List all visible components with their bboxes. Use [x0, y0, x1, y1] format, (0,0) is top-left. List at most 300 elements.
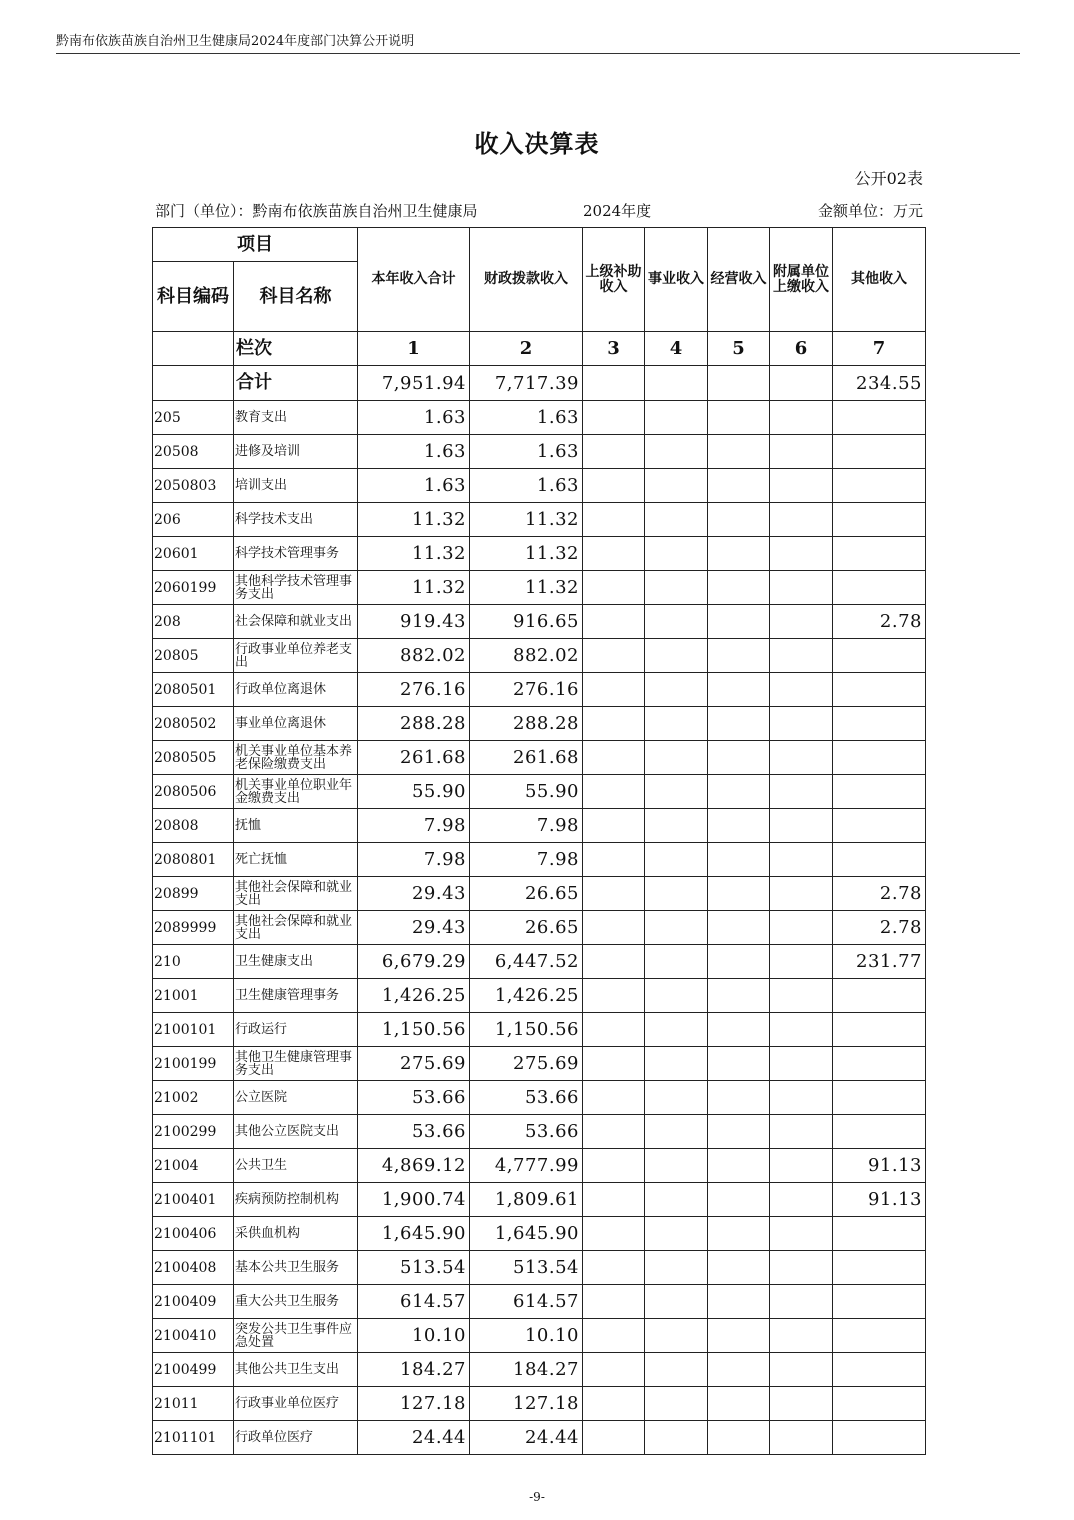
total-income: 1.63	[358, 469, 470, 503]
operating-income	[708, 945, 770, 979]
table-row	[153, 401, 926, 435]
table-row	[153, 809, 926, 843]
superior-subsidy	[583, 945, 645, 979]
affiliated-income	[770, 1251, 833, 1285]
subject-name: 行政单位医疗	[234, 1421, 358, 1455]
subject-name: 卫生健康管理事务	[234, 979, 358, 1013]
subject-code: 20805	[153, 639, 234, 673]
fiscal-income: 288.28	[470, 707, 583, 741]
total-income: 11.32	[358, 503, 470, 537]
total-income: 7.98	[358, 809, 470, 843]
header-divider	[56, 53, 1020, 54]
superior-subsidy	[583, 843, 645, 877]
total-income: 882.02	[358, 639, 470, 673]
subject-code: 2100409	[153, 1285, 234, 1319]
superior-subsidy	[583, 809, 645, 843]
subject-name: 社会保障和就业支出	[234, 605, 358, 639]
fiscal-income: 11.32	[470, 537, 583, 571]
fiscal-income: 53.66	[470, 1115, 583, 1149]
total-income: 275.69	[358, 1047, 470, 1081]
subject-code: 2080501	[153, 673, 234, 707]
superior-subsidy	[583, 911, 645, 945]
other-income	[833, 1387, 926, 1421]
subject-code: 2101101	[153, 1421, 234, 1455]
subject-name: 机关事业单位基本养老保险缴费支出	[234, 741, 358, 775]
superior-subsidy	[583, 741, 645, 775]
business-income	[645, 537, 708, 571]
table-row	[153, 1353, 926, 1387]
table-row	[153, 1149, 926, 1183]
row-label-header: 栏次	[234, 332, 358, 366]
table-row	[153, 1217, 926, 1251]
other-income	[833, 639, 926, 673]
total-income: 1,645.90	[358, 1217, 470, 1251]
subject-name: 科学技术支出	[234, 503, 358, 537]
total-income: 55.90	[358, 775, 470, 809]
subject-code: 20601	[153, 537, 234, 571]
superior-subsidy	[583, 401, 645, 435]
business-income	[645, 1285, 708, 1319]
other-income	[833, 979, 926, 1013]
fiscal-income: 11.32	[470, 571, 583, 605]
business-income	[645, 571, 708, 605]
fiscal-income: 127.18	[470, 1387, 583, 1421]
operating-income	[708, 775, 770, 809]
table-row	[153, 673, 926, 707]
total-income: 1,426.25	[358, 979, 470, 1013]
business-income	[645, 1047, 708, 1081]
business-income	[645, 1217, 708, 1251]
affiliated-income	[770, 469, 833, 503]
subject-code: 20508	[153, 435, 234, 469]
table-row	[153, 1285, 926, 1319]
other-income	[833, 1421, 926, 1455]
operating-income	[708, 1183, 770, 1217]
subject-name: 疾病预防控制机构	[234, 1183, 358, 1217]
operating-income	[708, 911, 770, 945]
subject-code: 21002	[153, 1081, 234, 1115]
business-income	[645, 1353, 708, 1387]
business-income	[645, 809, 708, 843]
subject-name: 基本公共卫生服务	[234, 1251, 358, 1285]
business-income	[645, 639, 708, 673]
header-item: 项目	[153, 228, 358, 262]
superior-subsidy	[583, 1387, 645, 1421]
superior-subsidy	[583, 1013, 645, 1047]
business-income	[645, 1183, 708, 1217]
table-row	[153, 469, 926, 503]
table-row	[153, 503, 926, 537]
total-income: 53.66	[358, 1081, 470, 1115]
superior-subsidy	[583, 605, 645, 639]
business-income	[645, 945, 708, 979]
total-income: 1,150.56	[358, 1013, 470, 1047]
subject-code: 2100199	[153, 1047, 234, 1081]
affiliated-income	[770, 707, 833, 741]
other-income: 91.13	[833, 1183, 926, 1217]
department-label: 部门（单位）：黔南布依族苗族自治州卫生健康局	[155, 202, 478, 220]
table-number: 公开02表	[854, 169, 923, 188]
affiliated-income	[770, 1183, 833, 1217]
total-income: 7.98	[358, 843, 470, 877]
affiliated-income	[770, 1115, 833, 1149]
subject-name: 培训支出	[234, 469, 358, 503]
header-affiliated-income: 附属单位上缴收入	[770, 228, 833, 332]
operating-income	[708, 843, 770, 877]
other-income: 2.78	[833, 877, 926, 911]
affiliated-income	[770, 1047, 833, 1081]
operating-income	[708, 1047, 770, 1081]
operating-income	[708, 1421, 770, 1455]
other-income	[833, 469, 926, 503]
business-income	[645, 741, 708, 775]
subject-code: 2080505	[153, 741, 234, 775]
other-income	[833, 503, 926, 537]
fiscal-income: 1.63	[470, 435, 583, 469]
totals-label: 合计	[234, 366, 358, 401]
affiliated-income	[770, 877, 833, 911]
total-income: 614.57	[358, 1285, 470, 1319]
fiscal-income: 1,809.61	[470, 1183, 583, 1217]
fiscal-income: 26.65	[470, 911, 583, 945]
affiliated-income	[770, 775, 833, 809]
superior-subsidy	[583, 1047, 645, 1081]
superior-subsidy	[583, 469, 645, 503]
business-income	[645, 843, 708, 877]
other-income	[833, 1013, 926, 1047]
operating-income	[708, 503, 770, 537]
superior-subsidy	[583, 537, 645, 571]
superior-subsidy	[583, 639, 645, 673]
other-income	[833, 741, 926, 775]
superior-subsidy	[583, 775, 645, 809]
other-income: 2.78	[833, 605, 926, 639]
business-income	[645, 1115, 708, 1149]
subject-code: 2080506	[153, 775, 234, 809]
subject-code: 2100101	[153, 1013, 234, 1047]
superior-subsidy	[583, 707, 645, 741]
other-income	[833, 1319, 926, 1353]
superior-subsidy	[583, 1081, 645, 1115]
affiliated-income	[770, 605, 833, 639]
subject-code: 2100410	[153, 1319, 234, 1353]
subject-code: 2100401	[153, 1183, 234, 1217]
column-number: 7	[833, 332, 926, 366]
affiliated-income	[770, 741, 833, 775]
other-income	[833, 1251, 926, 1285]
subject-name: 公共卫生	[234, 1149, 358, 1183]
fiscal-income: 1,150.56	[470, 1013, 583, 1047]
subject-code: 20808	[153, 809, 234, 843]
affiliated-income	[770, 503, 833, 537]
header-superior-subsidy: 上级补助收入	[583, 228, 645, 332]
subject-code: 210	[153, 945, 234, 979]
other-income	[833, 809, 926, 843]
other-income: 231.77	[833, 945, 926, 979]
total-income: 11.32	[358, 571, 470, 605]
operating-income	[708, 537, 770, 571]
business-income	[645, 775, 708, 809]
affiliated-income	[770, 1217, 833, 1251]
superior-subsidy	[583, 571, 645, 605]
column-number: 4	[645, 332, 708, 366]
total-income: 11.32	[358, 537, 470, 571]
subject-code: 2080502	[153, 707, 234, 741]
superior-subsidy	[583, 979, 645, 1013]
table-row	[153, 571, 926, 605]
business-income	[645, 435, 708, 469]
business-income	[645, 1149, 708, 1183]
operating-income	[708, 707, 770, 741]
fiscal-income: 7.98	[470, 843, 583, 877]
column-number: 1	[358, 332, 470, 366]
business-income	[645, 469, 708, 503]
operating-income	[708, 1251, 770, 1285]
total-income: 29.43	[358, 877, 470, 911]
fiscal-income: 184.27	[470, 1353, 583, 1387]
business-income	[645, 979, 708, 1013]
fiscal-income: 4,777.99	[470, 1149, 583, 1183]
fiscal-income: 1.63	[470, 469, 583, 503]
subject-code: 205	[153, 401, 234, 435]
business-income	[645, 401, 708, 435]
subject-name: 教育支出	[234, 401, 358, 435]
business-income	[645, 673, 708, 707]
business-income	[645, 1421, 708, 1455]
affiliated-income	[770, 945, 833, 979]
other-income: 2.78	[833, 911, 926, 945]
superior-subsidy	[583, 1149, 645, 1183]
superior-subsidy	[583, 673, 645, 707]
subject-name: 抚恤	[234, 809, 358, 843]
table-row	[153, 877, 926, 911]
subject-code: 2100299	[153, 1115, 234, 1149]
subject-name: 其他公共卫生支出	[234, 1353, 358, 1387]
superior-subsidy	[583, 1353, 645, 1387]
superior-subsidy	[583, 1251, 645, 1285]
other-income	[833, 775, 926, 809]
affiliated-income	[770, 401, 833, 435]
other-income	[833, 1115, 926, 1149]
operating-income	[708, 673, 770, 707]
table-row	[153, 1081, 926, 1115]
subject-name: 其他社会保障和就业支出	[234, 877, 358, 911]
subject-code: 208	[153, 605, 234, 639]
affiliated-income	[770, 1421, 833, 1455]
table-row	[153, 1251, 926, 1285]
operating-income	[708, 979, 770, 1013]
fiscal-income: 261.68	[470, 741, 583, 775]
column-number: 3	[583, 332, 645, 366]
other-income	[833, 707, 926, 741]
affiliated-income	[770, 1081, 833, 1115]
table-row	[153, 1115, 926, 1149]
superior-subsidy	[583, 1217, 645, 1251]
business-income	[645, 707, 708, 741]
total-income: 513.54	[358, 1251, 470, 1285]
table-row	[153, 639, 926, 673]
total-income: 6,679.29	[358, 945, 470, 979]
table-row	[153, 1047, 926, 1081]
totals-other-income: 234.55	[833, 366, 926, 401]
fiscal-income: 882.02	[470, 639, 583, 673]
column-number: 6	[770, 332, 833, 366]
subject-name: 行政事业单位养老支出	[234, 639, 358, 673]
total-income: 288.28	[358, 707, 470, 741]
business-income	[645, 1013, 708, 1047]
operating-income	[708, 809, 770, 843]
fiscal-income: 513.54	[470, 1251, 583, 1285]
affiliated-income	[770, 1353, 833, 1387]
affiliated-income	[770, 979, 833, 1013]
fiscal-income: 55.90	[470, 775, 583, 809]
subject-name: 行政单位离退休	[234, 673, 358, 707]
table-row	[153, 435, 926, 469]
superior-subsidy	[583, 503, 645, 537]
subject-name: 事业单位离退休	[234, 707, 358, 741]
table-row	[153, 1421, 926, 1455]
header-fiscal-income: 财政拨款收入	[470, 228, 583, 332]
subject-code: 21011	[153, 1387, 234, 1421]
affiliated-income	[770, 1285, 833, 1319]
operating-income	[708, 605, 770, 639]
fiscal-income: 1,426.25	[470, 979, 583, 1013]
fiscal-income: 10.10	[470, 1319, 583, 1353]
subject-code: 20899	[153, 877, 234, 911]
affiliated-income	[770, 571, 833, 605]
table-row	[153, 707, 926, 741]
table-body	[153, 401, 926, 1455]
business-income	[645, 605, 708, 639]
totals-total-income: 7,951.94	[358, 366, 470, 401]
subject-code: 2060199	[153, 571, 234, 605]
operating-income	[708, 571, 770, 605]
fiscal-income: 1.63	[470, 401, 583, 435]
operating-income	[708, 435, 770, 469]
total-income: 184.27	[358, 1353, 470, 1387]
operating-income	[708, 469, 770, 503]
subject-name: 其他卫生健康管理事务支出	[234, 1047, 358, 1081]
subject-code: 2100406	[153, 1217, 234, 1251]
table-row	[153, 843, 926, 877]
superior-subsidy	[583, 435, 645, 469]
subject-name: 卫生健康支出	[234, 945, 358, 979]
table-row	[153, 979, 926, 1013]
superior-subsidy	[583, 1115, 645, 1149]
fiscal-year: 2024年度	[583, 202, 652, 220]
total-income: 1,900.74	[358, 1183, 470, 1217]
fiscal-income: 275.69	[470, 1047, 583, 1081]
operating-income	[708, 1285, 770, 1319]
operating-income	[708, 639, 770, 673]
fiscal-income: 276.16	[470, 673, 583, 707]
income-statement-table	[152, 227, 926, 1455]
subject-name: 行政运行	[234, 1013, 358, 1047]
total-income: 1.63	[358, 435, 470, 469]
other-income	[833, 1047, 926, 1081]
other-income	[833, 1081, 926, 1115]
subject-name: 其他科学技术管理事务支出	[234, 571, 358, 605]
operating-income	[708, 741, 770, 775]
operating-income	[708, 1353, 770, 1387]
total-income: 1.63	[358, 401, 470, 435]
subject-name: 公立医院	[234, 1081, 358, 1115]
table-row	[153, 741, 926, 775]
superior-subsidy	[583, 1421, 645, 1455]
operating-income	[708, 1115, 770, 1149]
operating-income	[708, 1081, 770, 1115]
business-income	[645, 1387, 708, 1421]
subject-name: 死亡抚恤	[234, 843, 358, 877]
other-income	[833, 537, 926, 571]
table-row	[153, 1319, 926, 1353]
fiscal-income: 916.65	[470, 605, 583, 639]
fiscal-income: 26.65	[470, 877, 583, 911]
subject-name: 重大公共卫生服务	[234, 1285, 358, 1319]
affiliated-income	[770, 911, 833, 945]
subject-name: 其他公立医院支出	[234, 1115, 358, 1149]
business-income	[645, 1319, 708, 1353]
table-row	[153, 605, 926, 639]
table-row	[153, 537, 926, 571]
superior-subsidy	[583, 1183, 645, 1217]
header-operating-income: 经营收入	[708, 228, 770, 332]
fiscal-income: 53.66	[470, 1081, 583, 1115]
superior-subsidy	[583, 1285, 645, 1319]
subject-code: 21004	[153, 1149, 234, 1183]
affiliated-income	[770, 435, 833, 469]
subject-code: 2100499	[153, 1353, 234, 1387]
subject-name: 机关事业单位职业年金缴费支出	[234, 775, 358, 809]
other-income	[833, 1353, 926, 1387]
currency-unit: 金额单位：万元	[817, 202, 923, 220]
business-income	[645, 911, 708, 945]
other-income: 91.13	[833, 1149, 926, 1183]
operating-income	[708, 1013, 770, 1047]
affiliated-income	[770, 639, 833, 673]
business-income	[645, 1251, 708, 1285]
header-business-income: 事业收入	[645, 228, 708, 332]
total-income: 29.43	[358, 911, 470, 945]
operating-income	[708, 1217, 770, 1251]
total-income: 10.10	[358, 1319, 470, 1353]
operating-income	[708, 877, 770, 911]
total-income: 4,869.12	[358, 1149, 470, 1183]
table-row	[153, 1013, 926, 1047]
subject-code: 2080801	[153, 843, 234, 877]
operating-income	[708, 1319, 770, 1353]
running-header: 黔南布依族苗族自治州卫生健康局2024年度部门决算公开说明	[56, 34, 415, 49]
table-row	[153, 1387, 926, 1421]
superior-subsidy	[583, 1319, 645, 1353]
operating-income	[708, 1149, 770, 1183]
header-code: 科目编码	[153, 262, 234, 332]
business-income	[645, 1081, 708, 1115]
business-income	[645, 503, 708, 537]
other-income	[833, 843, 926, 877]
fiscal-income: 11.32	[470, 503, 583, 537]
table-title: 收入决算表	[474, 129, 600, 158]
subject-code: 2089999	[153, 911, 234, 945]
header-other-income: 其他收入	[833, 228, 926, 332]
other-income	[833, 1217, 926, 1251]
affiliated-income	[770, 843, 833, 877]
total-income: 24.44	[358, 1421, 470, 1455]
business-income	[645, 877, 708, 911]
affiliated-income	[770, 537, 833, 571]
column-number: 5	[708, 332, 770, 366]
other-income	[833, 435, 926, 469]
